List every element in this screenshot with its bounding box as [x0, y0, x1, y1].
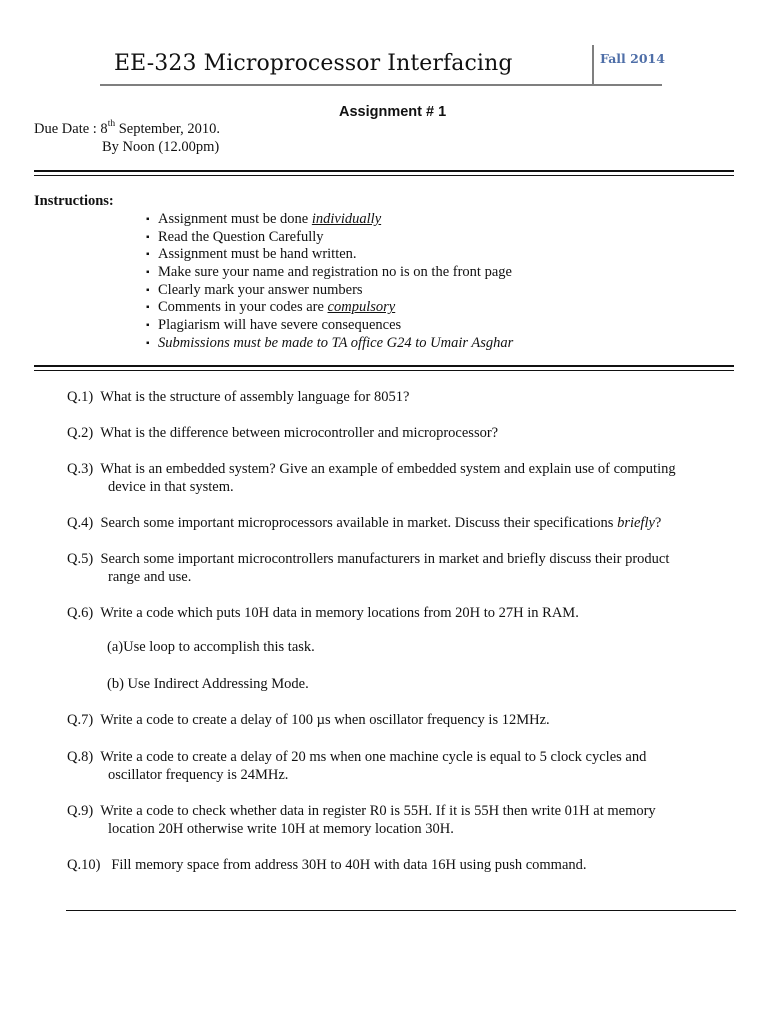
- question-6-part-b: (b) Use Indirect Addressing Mode.: [107, 676, 309, 692]
- question-text-end: ?: [654, 515, 662, 531]
- instruction-text: Assignment must be done: [158, 211, 312, 227]
- bullet-icon: ▪: [146, 284, 150, 296]
- question-text: Write a code which puts 10H data in memory locations from 20H to 27H in RAM.: [100, 605, 579, 621]
- bullet-icon: ▪: [146, 320, 150, 332]
- instructions-list: [146, 210, 513, 352]
- question-number: Q.4): [67, 515, 94, 531]
- bullet-icon: ▪: [146, 267, 150, 279]
- due-date: [34, 121, 220, 138]
- question-text-continued: oscillator frequency is 24MHz.: [108, 767, 289, 783]
- due-prefix: Due Date : 8: [34, 121, 108, 137]
- question-number: Q.9): [67, 803, 94, 819]
- bullet-icon: ▪: [146, 214, 150, 225]
- instruction-emphasis: compulsory: [327, 299, 396, 316]
- instructions-heading: Instructions:: [34, 193, 114, 209]
- list-item: [146, 298, 513, 316]
- instruction-text: Submissions must be made to TA office G24 to Umair Asghar: [158, 334, 514, 351]
- question-number: Q.6): [67, 605, 94, 621]
- question-2: [67, 424, 707, 442]
- question-4: [67, 514, 707, 532]
- question-number: Q.8): [67, 749, 94, 765]
- footer-divider: [66, 910, 736, 911]
- question-number: Q.1): [67, 389, 94, 405]
- list-item: [146, 245, 513, 263]
- divider-bottom-thin: [34, 370, 734, 371]
- bullet-icon: ▪: [146, 231, 150, 243]
- question-text: Search some important microcontrollers manufacturers in market and briefly discuss their product: [100, 551, 670, 567]
- question-number: Q.10): [67, 857, 101, 873]
- question-9: [67, 802, 707, 838]
- instruction-emphasis: individually: [311, 211, 382, 227]
- due-time: By Noon (12.00pm): [102, 139, 220, 155]
- due-suffix: September, 2010.: [115, 121, 221, 137]
- course-title: EE-323 Microprocessor Interfacing: [114, 51, 513, 76]
- question-text-continued: location 20H otherwise write 10H at memory location 30H.: [108, 821, 454, 837]
- question-number: Q.3): [67, 461, 94, 477]
- question-8: [67, 748, 707, 784]
- question-text: Fill memory space from address 30H to 40H with data 16H using push command.: [111, 857, 587, 873]
- question-text: Write a code to create a delay of 100 µs when oscillator frequency is 12MHz.: [100, 712, 550, 728]
- instruction-text: Assignment must be hand written.: [158, 246, 357, 263]
- header-divider-horizontal: [100, 84, 662, 86]
- question-10: [67, 856, 707, 874]
- question-text: Write a code to create a delay of 20 ms when one machine cycle is equal to 5 clock cycles and: [100, 749, 647, 765]
- question-3: [67, 460, 707, 496]
- divider-bottom-thick: [34, 365, 734, 367]
- question-emphasis: briefly: [617, 515, 655, 531]
- list-item: [146, 316, 513, 334]
- question-text-continued: device in that system.: [108, 479, 234, 495]
- list-item: [146, 228, 513, 246]
- question-5: [67, 550, 707, 586]
- term-label: Fall 2014: [600, 51, 665, 66]
- divider-top-thin: [34, 175, 734, 176]
- instruction-text: Comments in your codes are: [158, 299, 328, 316]
- assignment-title: Assignment # 1: [339, 104, 447, 120]
- list-item: [146, 210, 513, 228]
- bullet-icon: ▪: [146, 302, 150, 314]
- divider-top-thick: [34, 170, 734, 172]
- question-text: Write a code to check whether data in register R0 is 55H. If it is 55H then write 01H at memory: [100, 803, 656, 819]
- question-6-part-a: (a)Use loop to accomplish this task.: [107, 639, 315, 655]
- question-number: Q.7): [67, 712, 94, 728]
- list-item: [146, 263, 513, 281]
- question-text-continued: range and use.: [108, 569, 192, 585]
- question-7: [67, 711, 707, 729]
- question-number: Q.5): [67, 551, 94, 567]
- question-text: What is the difference between microcontroller and microprocessor?: [100, 425, 499, 441]
- header-divider-vertical: [592, 45, 594, 85]
- instruction-text: Clearly mark your answer numbers: [158, 281, 363, 298]
- list-item: [146, 334, 513, 352]
- question-text: What is an embedded system? Give an example of embedded system and explain use of computing: [100, 461, 676, 477]
- question-6: [67, 604, 707, 622]
- question-1: [67, 388, 707, 406]
- due-ordinal: th: [107, 119, 116, 130]
- question-number: Q.2): [67, 425, 94, 441]
- bullet-icon: ▪: [146, 337, 150, 349]
- bullet-icon: ▪: [146, 249, 150, 261]
- instruction-text: Make sure your name and registration no is on the front page: [158, 264, 512, 281]
- list-item: [146, 281, 513, 299]
- instruction-text: Read the Question Carefully: [158, 228, 324, 245]
- question-text: Search some important microprocessors available in market. Discuss their specifications: [100, 515, 618, 531]
- question-text: What is the structure of assembly language for 8051?: [100, 389, 410, 405]
- instruction-text: Plagiarism will have severe consequences: [158, 317, 402, 334]
